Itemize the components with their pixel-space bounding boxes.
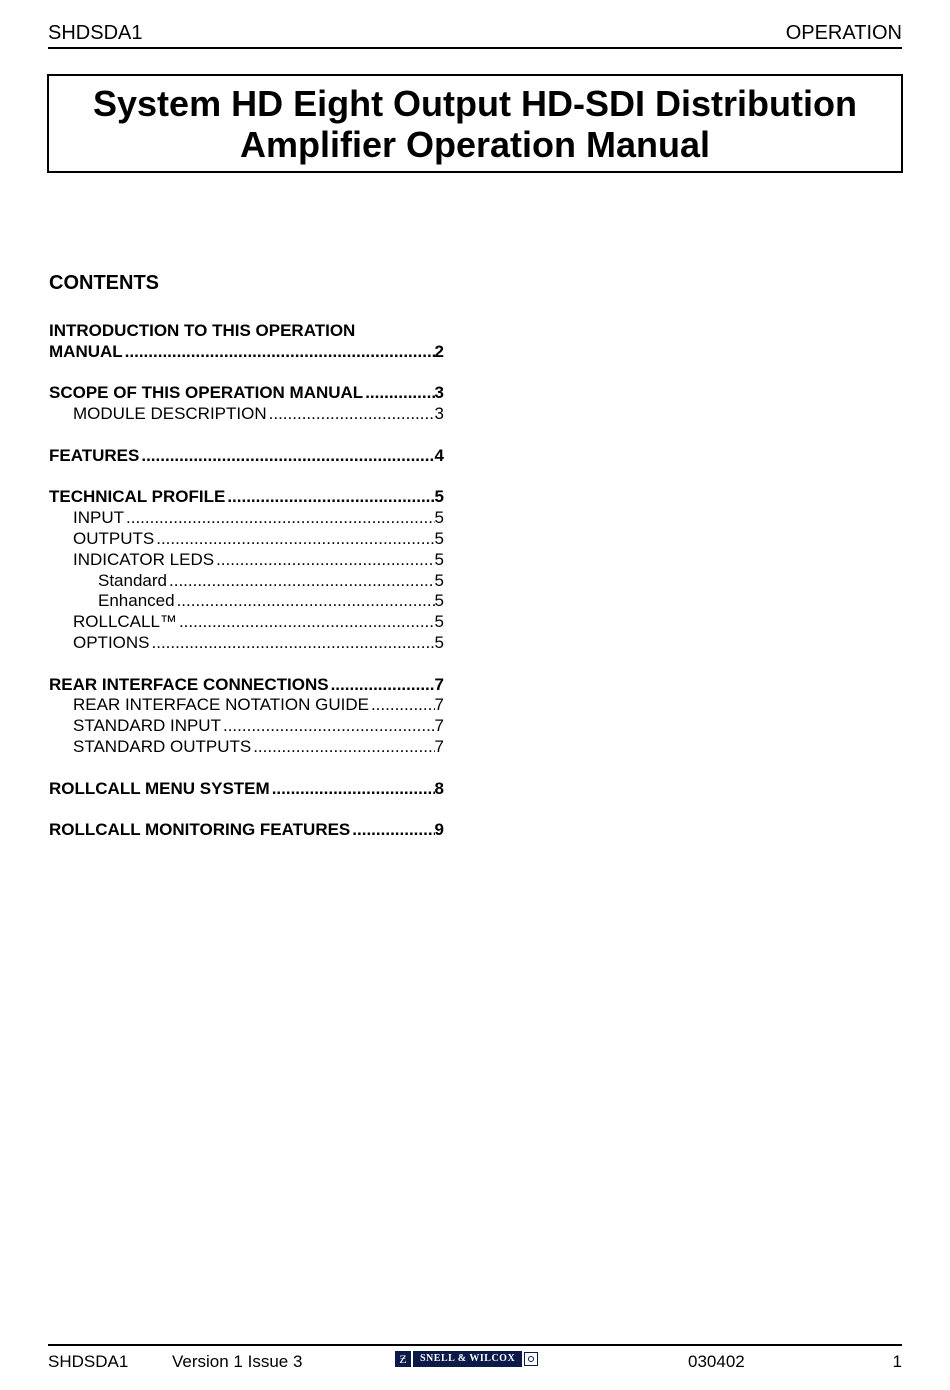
toc-leader [125, 342, 435, 363]
toc-entry-page: 5 [434, 528, 444, 548]
toc-entry-title: OUTPUTS [73, 528, 155, 548]
toc-leader [272, 779, 435, 800]
toc-entry-title: SCOPE OF THIS OPERATION MANUAL [49, 383, 364, 403]
toc-entry[interactable] [49, 716, 444, 737]
toc-entry[interactable] [49, 612, 444, 633]
toc-entry-title: INTRODUCTION TO THIS OPERATION [49, 321, 356, 340]
toc-entry-title: ROLLCALL MONITORING FEATURES [49, 820, 351, 840]
toc-leader [179, 612, 435, 633]
toc-entry-page: 5 [434, 487, 444, 507]
toc-leader [371, 695, 435, 716]
toc-leader [152, 633, 435, 654]
toc-entry-page: 9 [434, 820, 444, 840]
footer-page-number: 1 [892, 1352, 902, 1371]
toc-leader [126, 508, 435, 529]
toc-entry-title: ROLLCALL™ [73, 612, 177, 632]
toc-leader [177, 591, 435, 612]
toc-entry-page: 7 [434, 695, 444, 715]
toc-entry-title: FEATURES [49, 445, 140, 465]
title-line-1: System HD Eight Output HD-SDI Distribution [93, 82, 857, 124]
page-footer [48, 1344, 902, 1372]
title-box [47, 74, 903, 173]
toc-entry[interactable] [49, 321, 444, 342]
toc-entry-page: 4 [434, 445, 444, 465]
toc-entry-page: 8 [434, 778, 444, 798]
toc-entry[interactable] [49, 779, 444, 800]
toc-entry-page: 3 [434, 383, 444, 403]
toc-entry-title: Standard [98, 570, 167, 590]
toc-entry-title: OPTIONS [73, 632, 150, 652]
logo-text: SNELL & WILCOX [413, 1351, 522, 1367]
toc-leader [352, 820, 434, 841]
toc-entry[interactable] [49, 695, 444, 716]
toc-entry[interactable] [49, 675, 444, 696]
toc-entry[interactable] [49, 737, 444, 758]
header-section: OPERATION [785, 22, 902, 44]
toc-leader [331, 675, 435, 696]
toc-leader [253, 737, 434, 758]
toc-entry-page: 5 [434, 508, 444, 528]
title-line-2: Amplifier Operation Manual [239, 123, 711, 165]
toc-entry-page: 5 [434, 591, 444, 611]
footer-doc-code: SHDSDA1 [48, 1352, 129, 1371]
toc-leader [169, 571, 435, 592]
toc-entry[interactable] [49, 591, 444, 612]
toc-entry[interactable] [49, 404, 444, 425]
toc-leader [156, 529, 434, 550]
toc-entry[interactable] [49, 633, 444, 654]
toc-entry-title: Enhanced [98, 591, 175, 611]
toc-entry-title: INDICATOR LEDS [73, 549, 215, 569]
logo-mark-icon: Ƶ [395, 1351, 411, 1367]
footer-date: 030402 [688, 1352, 745, 1371]
toc-entry-title: MODULE DESCRIPTION [73, 404, 267, 424]
toc-entry-page: 5 [434, 632, 444, 652]
toc-entry[interactable] [49, 820, 444, 841]
toc-entry-page: 5 [434, 570, 444, 590]
toc-leader [141, 446, 434, 467]
toc-leader [365, 383, 434, 404]
toc-entry-page: 5 [434, 612, 444, 632]
toc-entry-page: 7 [434, 674, 444, 694]
toc-entry[interactable] [49, 342, 444, 363]
toc-entry[interactable] [49, 508, 444, 529]
toc-entry-title: REAR INTERFACE CONNECTIONS [49, 674, 329, 694]
header-doc-code: SHDSDA1 [48, 22, 143, 44]
toc-entry-title: TECHNICAL PROFILE [49, 487, 226, 507]
toc-leader [216, 550, 434, 571]
snell-wilcox-logo [395, 1351, 538, 1367]
toc-entry-page: 2 [434, 341, 444, 361]
footer-version: Version 1 Issue 3 [172, 1352, 303, 1371]
table-of-contents [49, 321, 444, 841]
toc-entry-page: 3 [434, 404, 444, 424]
toc-entry-title: INPUT [73, 508, 124, 528]
page-header [48, 20, 902, 49]
toc-entry[interactable] [49, 550, 444, 571]
toc-entry[interactable] [49, 487, 444, 508]
toc-entry[interactable] [49, 571, 444, 592]
toc-entry-title: STANDARD INPUT [73, 716, 221, 736]
toc-entry[interactable] [49, 383, 444, 404]
toc-leader [269, 404, 435, 425]
toc-entry-page: 7 [434, 716, 444, 736]
toc-leader [227, 487, 434, 508]
toc-entry[interactable] [49, 529, 444, 550]
contents-heading: CONTENTS [49, 272, 159, 294]
toc-entry[interactable] [49, 446, 444, 467]
toc-entry-title: REAR INTERFACE NOTATION GUIDE [73, 695, 369, 715]
toc-entry-page: 7 [434, 736, 444, 756]
toc-entry-title: MANUAL [49, 341, 123, 361]
toc-entry-page: 5 [434, 549, 444, 569]
toc-leader [223, 716, 435, 737]
toc-entry-title: STANDARD OUTPUTS [73, 736, 252, 756]
logo-circle-icon [524, 1352, 538, 1366]
toc-entry-title: ROLLCALL MENU SYSTEM [49, 778, 270, 798]
